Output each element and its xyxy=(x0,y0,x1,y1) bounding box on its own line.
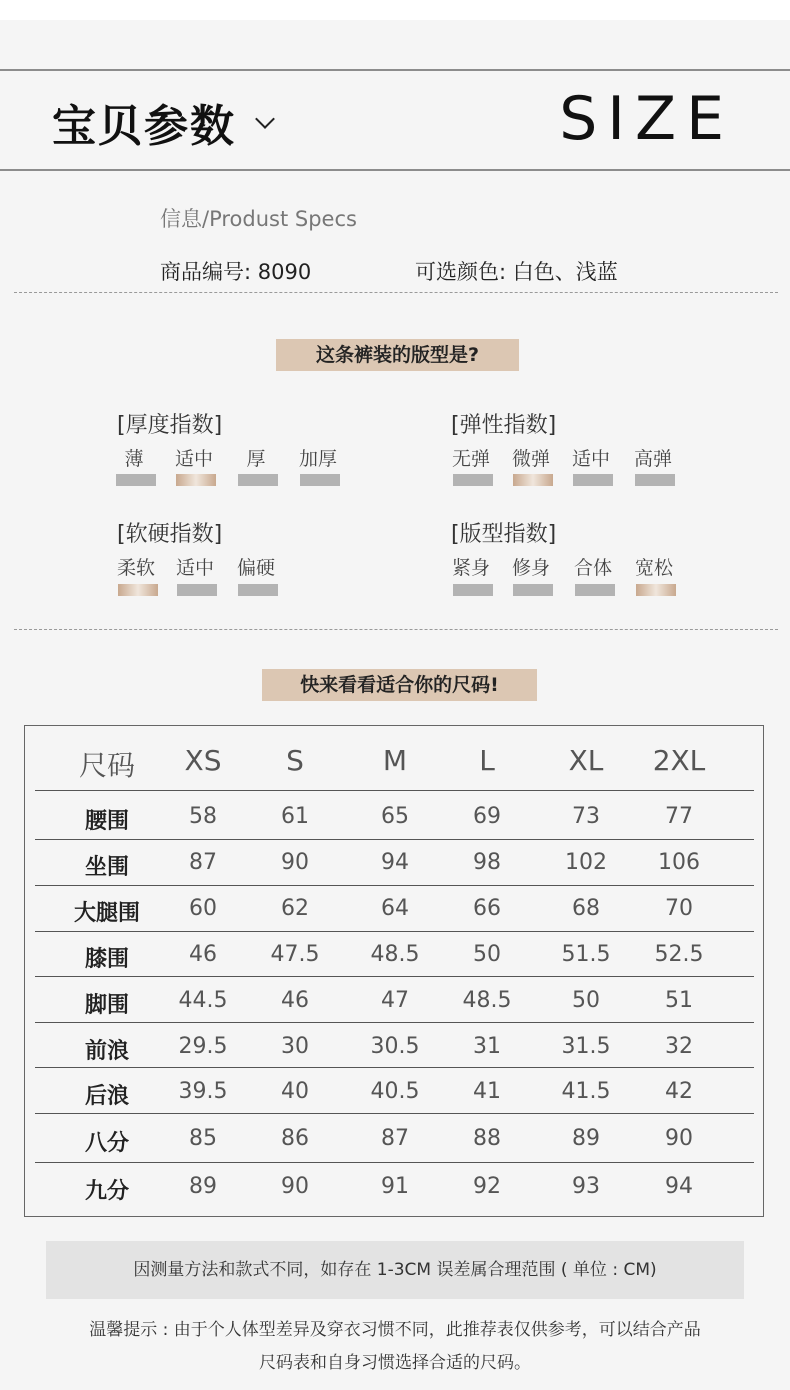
size-value: 47 xyxy=(381,988,409,1013)
size-value: 93 xyxy=(572,1174,600,1199)
fit-option-label: 薄 xyxy=(124,448,144,470)
fit-option-label: 紧身 xyxy=(451,557,490,579)
size-header-label: 尺码 xyxy=(78,749,135,782)
size-value: 94 xyxy=(665,1174,693,1199)
fit-indicator xyxy=(300,474,340,486)
size-table xyxy=(24,725,764,1217)
row-label: 大腿围 xyxy=(73,901,140,926)
row-label: 后浪 xyxy=(84,1084,129,1109)
fit-option-label: 宽松 xyxy=(634,557,673,579)
size-value: 106 xyxy=(658,850,700,875)
size-value: 86 xyxy=(281,1126,309,1151)
fit-group-title: [厚度指数] xyxy=(117,413,223,438)
size-header-cell: 2XL xyxy=(652,744,706,777)
size-value: 41 xyxy=(473,1079,501,1104)
size-value: 47.5 xyxy=(270,942,320,967)
size-value: 94 xyxy=(381,850,409,875)
fit-indicator xyxy=(573,474,613,486)
size-header-cell: M xyxy=(382,744,408,777)
fit-indicator-selected xyxy=(176,474,216,486)
size-value: 44.5 xyxy=(178,988,228,1013)
size-value: 90 xyxy=(281,1174,309,1199)
section-title-en: SIZE xyxy=(559,84,734,154)
measurement-note: 因测量方法和款式不同，如存在 1-3CM 误差属合理范围 ( 单位 : CM) xyxy=(46,1241,744,1299)
size-value: 46 xyxy=(281,988,309,1013)
size-value: 40.5 xyxy=(370,1079,420,1104)
table-row-divider xyxy=(35,1067,754,1068)
size-value: 51 xyxy=(665,988,693,1013)
row-label: 腰围 xyxy=(84,809,129,834)
fit-indicator xyxy=(635,474,675,486)
size-value: 29.5 xyxy=(178,1034,228,1059)
size-value: 48.5 xyxy=(370,942,420,967)
row-label: 前浪 xyxy=(84,1039,129,1064)
fit-option-label: 厚 xyxy=(246,448,266,470)
size-value: 66 xyxy=(473,896,501,921)
row-label: 膝围 xyxy=(84,947,129,972)
size-value: 88 xyxy=(473,1126,501,1151)
fit-indicator xyxy=(453,474,493,486)
fit-indicator xyxy=(116,474,156,486)
size-value: 90 xyxy=(281,850,309,875)
info-heading: 信息/Produst Specs xyxy=(160,207,357,231)
chevron-down-icon xyxy=(255,109,275,129)
size-value: 68 xyxy=(572,896,600,921)
table-row-divider xyxy=(35,976,754,977)
table-row-divider xyxy=(35,790,754,791)
fit-option-label: 柔软 xyxy=(116,557,155,579)
table-row-divider xyxy=(35,839,754,840)
size-header-cell: L xyxy=(479,744,495,777)
size-value: 91 xyxy=(381,1174,409,1199)
color-options: 可选颜色: 白色、浅蓝 xyxy=(415,260,618,284)
fit-indicator xyxy=(453,584,493,596)
size-value: 60 xyxy=(189,896,217,921)
size-value: 51.5 xyxy=(561,942,611,967)
fit-indicator-selected xyxy=(636,584,676,596)
top-strip xyxy=(0,0,790,20)
fit-option-label: 适中 xyxy=(175,557,214,579)
size-value: 31.5 xyxy=(561,1034,611,1059)
divider xyxy=(14,292,778,293)
fit-group-title: [版型指数] xyxy=(451,522,557,547)
size-value: 87 xyxy=(381,1126,409,1151)
size-value: 32 xyxy=(665,1034,693,1059)
size-value: 61 xyxy=(281,804,309,829)
fit-indicator xyxy=(575,584,615,596)
fit-indicator xyxy=(238,584,278,596)
size-value: 102 xyxy=(565,850,607,875)
size-value: 69 xyxy=(473,804,501,829)
size-value: 92 xyxy=(473,1174,501,1199)
size-value: 89 xyxy=(572,1126,600,1151)
fit-option-label: 加厚 xyxy=(298,448,337,470)
size-value: 73 xyxy=(572,804,600,829)
size-value: 62 xyxy=(281,896,309,921)
row-label: 九分 xyxy=(84,1179,129,1204)
fit-banner: 这条裤装的版型是? xyxy=(276,339,519,371)
fit-option-label: 修身 xyxy=(511,557,550,579)
row-label: 脚围 xyxy=(84,993,129,1018)
size-value: 40 xyxy=(281,1079,309,1104)
size-value: 30.5 xyxy=(370,1034,420,1059)
fit-option-label: 微弹 xyxy=(511,448,550,470)
fit-option-label: 适中 xyxy=(174,448,213,470)
tip-line-2: 尺码表和自身习惯选择合适的尺码。 xyxy=(259,1353,531,1373)
table-row-divider xyxy=(35,1022,754,1023)
table-row-divider xyxy=(35,1113,754,1114)
size-value: 50 xyxy=(572,988,600,1013)
size-value: 58 xyxy=(189,804,217,829)
fit-indicator xyxy=(238,474,278,486)
fit-group-title: [软硬指数] xyxy=(117,522,223,547)
fit-option-label: 无弹 xyxy=(451,448,490,470)
size-value: 48.5 xyxy=(462,988,512,1013)
divider xyxy=(14,629,778,630)
size-value: 31 xyxy=(473,1034,501,1059)
header-top-rule xyxy=(0,69,790,71)
size-header-cell: XS xyxy=(184,744,222,777)
size-banner: 快来看看适合你的尺码! xyxy=(262,669,537,701)
fit-option-label: 适中 xyxy=(571,448,610,470)
row-label: 八分 xyxy=(84,1131,129,1156)
size-value: 39.5 xyxy=(178,1079,228,1104)
size-value: 41.5 xyxy=(561,1079,611,1104)
table-row-divider xyxy=(35,931,754,932)
fit-option-label: 偏硬 xyxy=(236,557,275,579)
size-value: 89 xyxy=(189,1174,217,1199)
size-value: 85 xyxy=(189,1126,217,1151)
fit-indicator-selected xyxy=(118,584,158,596)
item-number: 商品编号: 8090 xyxy=(160,260,312,284)
size-value: 50 xyxy=(473,942,501,967)
row-label: 坐围 xyxy=(84,855,129,880)
fit-indicator xyxy=(177,584,217,596)
size-value: 46 xyxy=(189,942,217,967)
fit-indicator xyxy=(513,584,553,596)
table-row-divider xyxy=(35,1162,754,1163)
size-value: 42 xyxy=(665,1079,693,1104)
size-value: 52.5 xyxy=(654,942,704,967)
size-header-cell: XL xyxy=(568,744,604,777)
size-value: 77 xyxy=(665,804,693,829)
fit-group-title: [弹性指数] xyxy=(451,413,557,438)
table-row-divider xyxy=(35,885,754,886)
header-bottom-rule xyxy=(0,169,790,171)
size-value: 90 xyxy=(665,1126,693,1151)
size-value: 64 xyxy=(381,896,409,921)
fit-option-label: 合体 xyxy=(573,557,612,579)
size-value: 30 xyxy=(281,1034,309,1059)
section-title-cn: 宝贝参数 xyxy=(52,101,236,152)
fit-indicator-selected xyxy=(513,474,553,486)
size-value: 98 xyxy=(473,850,501,875)
size-value: 87 xyxy=(189,850,217,875)
size-value: 65 xyxy=(381,804,409,829)
fit-option-label: 高弹 xyxy=(633,448,672,470)
size-header-cell: S xyxy=(286,744,304,777)
tip-line-1: 温馨提示 : 由于个人体型差异及穿衣习惯不同，此推荐表仅供参考，可以结合产品 xyxy=(89,1320,701,1340)
size-value: 70 xyxy=(665,896,693,921)
